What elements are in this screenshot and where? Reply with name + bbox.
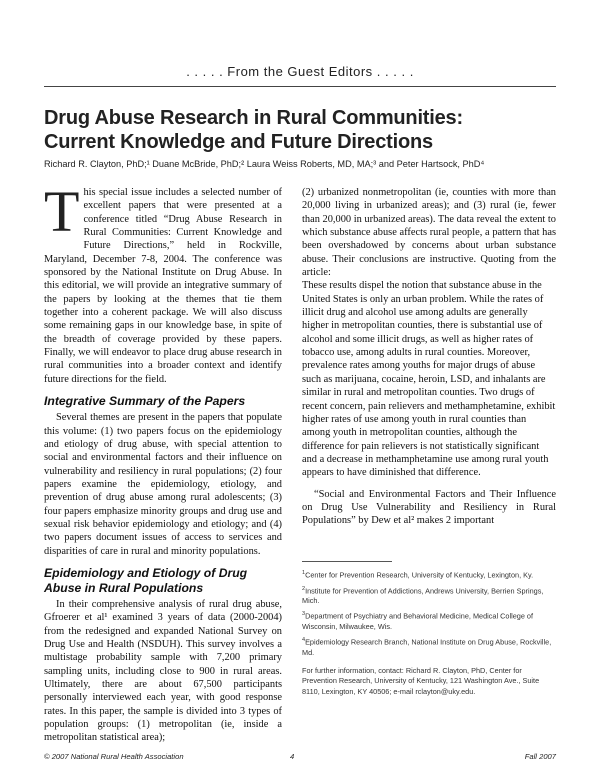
section-label: . . . . . From the Guest Editors . . . . . (186, 64, 414, 79)
integrative-summary-paragraph: Several themes are present in the papers that populate this volume: (1) two papers focus on the epidemiology and etiology of drug abuse, with special attention to social and environmental factors and their influence on vulnerability and resiliency in rural populations; (2) four papers examine the epidemiology, etiology, and prevention of drug abuse among rural adolescents; (3) four papers emphasize minority groups and drug use and sexual risk behavior epidemiology and etiology; and (4) two papers document issues of access to services and disparities of care in rural and minority populations. (44, 412, 282, 557)
section-heading-epidemiology: Epidemiology and Etiology of Drug Abuse in Rural Populations (44, 565, 248, 595)
footer-copyright: © 2007 National Rural Health Association (44, 752, 184, 761)
footnote-4: $^4$Epidemiology Research Branch, National Institute on Drug Abuse, Rockville, Md. (302, 637, 552, 657)
section-heading-integrative-summary: Integrative Summary of the Papers (44, 394, 246, 409)
contact-info: For further information, contact: Richard R. Clayton, PhD, Center for Prevention Research, University of Kentucky, 121 Washington Ave., Suite 8110, Lexington, KY 40506; e-mail rclayton@uky.edu. (302, 666, 540, 696)
footnote-3: $^3$Department of Psychiatry and Behavioral Medicine, Medical College of Wisconsin, Milwaukee, Wis. (302, 611, 534, 632)
footnotes (302, 568, 556, 700)
article-title-line-2: Current Knowledge and Future Directions (44, 131, 433, 153)
after-quote-paragraph: “Social and Environmental Factors and Their Influence on Drug Use Vulnerability and Resiliency in Rural Populations” by Dew et al² makes 2 important (302, 488, 556, 527)
intro-text: his special issue includes a selected number of excellent papers that were presented at a conference titled “Drug Abuse Research in Rural Communities: Current Knowledge and Future Directions,” held in Rockville, Maryland, December 7-8, 2004. The conference was sponsored by the National Institute on Drug Abuse. In this editorial, we will provide an integrative summary of the papers by looking at the themes that tie them together into a coherent package. We will also discuss some remaining gaps in our knowledge base, in spite of the breadth of coverage provided by these papers. Finally, we will endeavor to place drug abuse research in rural communities into a broader context and identify future directions for the field. (44, 187, 282, 385)
right-column (302, 186, 556, 528)
continued-paragraph: (2) urbanized nonmetropolitan (ie, counties with more than 20,000 living in urbanized areas); and (3) rural (ie, fewer than 20,000 in urbanized areas). The data reveal the extent to which substance abuse affects rural people, a pattern that has been overshadowed by concerns about urban substance abuse. Their conclusions are instructive. Quoting from the article: (302, 187, 556, 279)
epidemiology-paragraph: In their comprehensive analysis of rural drug abuse, Gfroerer et al¹ examined 3 years of data (2000-2004) from the redesigned and expanded National Survey on Drug Use and Health (NSDUH). This survey involves a multistage probability sample with 7,200 primary sampling units, including close to 900 in rural areas. Ultimately, there are about 67,500 participants personally interviewed each year, with good response rates. In this paper, the sample is divided into 3 types of population groups: (1) metropolitan (ie, inside a metropolitan statistical area); (44, 598, 282, 744)
footnote-2: $^2$Institute for Prevention of Addictions, Andrews University, Berrien Springs, Mich. (302, 585, 544, 606)
footer-issue: Fall 2007 (524, 752, 556, 761)
intro-paragraph (44, 179, 282, 386)
block-quote: These results dispel the notion that substance abuse in the United States is only an urban problem. While the rates of illicit drug and alcohol use among adults are generally higher in metropolitan counties, there is substantial use of alcohol and some illicit drugs, as well as higher rates of tobacco use, among adults in rural counties. Moreover, prevalence rates among youths for major drugs of abuse such as marijuana, cocaine, heroin, LSD, and inhalants are similar in rural and metropolitan counties. Two drugs of recent concern, pain relievers and methamphetamine, exhibit higher rates of use among youth in rural counties than among youth in metropolitan counties, although the difference for pain relievers is not statistically significant and a decrease in methamphetamine use among rural youth appears to have diminished that difference. (302, 280, 556, 479)
drop-cap: T (44, 179, 80, 244)
footnote-1: $^1$Center for Prevention Research, University of Kentucky, Lexington, Ky. (302, 570, 534, 580)
footnote-rule (302, 561, 392, 562)
left-column (44, 179, 282, 745)
header-rule (44, 86, 556, 87)
author-line: Richard R. Clayton, PhD;¹ Duane McBride, PhD;² Laura Weiss Roberts, MD, MA;³ and Peter Hartsock, PhD⁴ (44, 159, 485, 169)
footer-page-number: 4 (290, 752, 295, 761)
article-title-line-1: Drug Abuse Research in Rural Communities: (44, 107, 463, 129)
article-title (44, 106, 564, 154)
